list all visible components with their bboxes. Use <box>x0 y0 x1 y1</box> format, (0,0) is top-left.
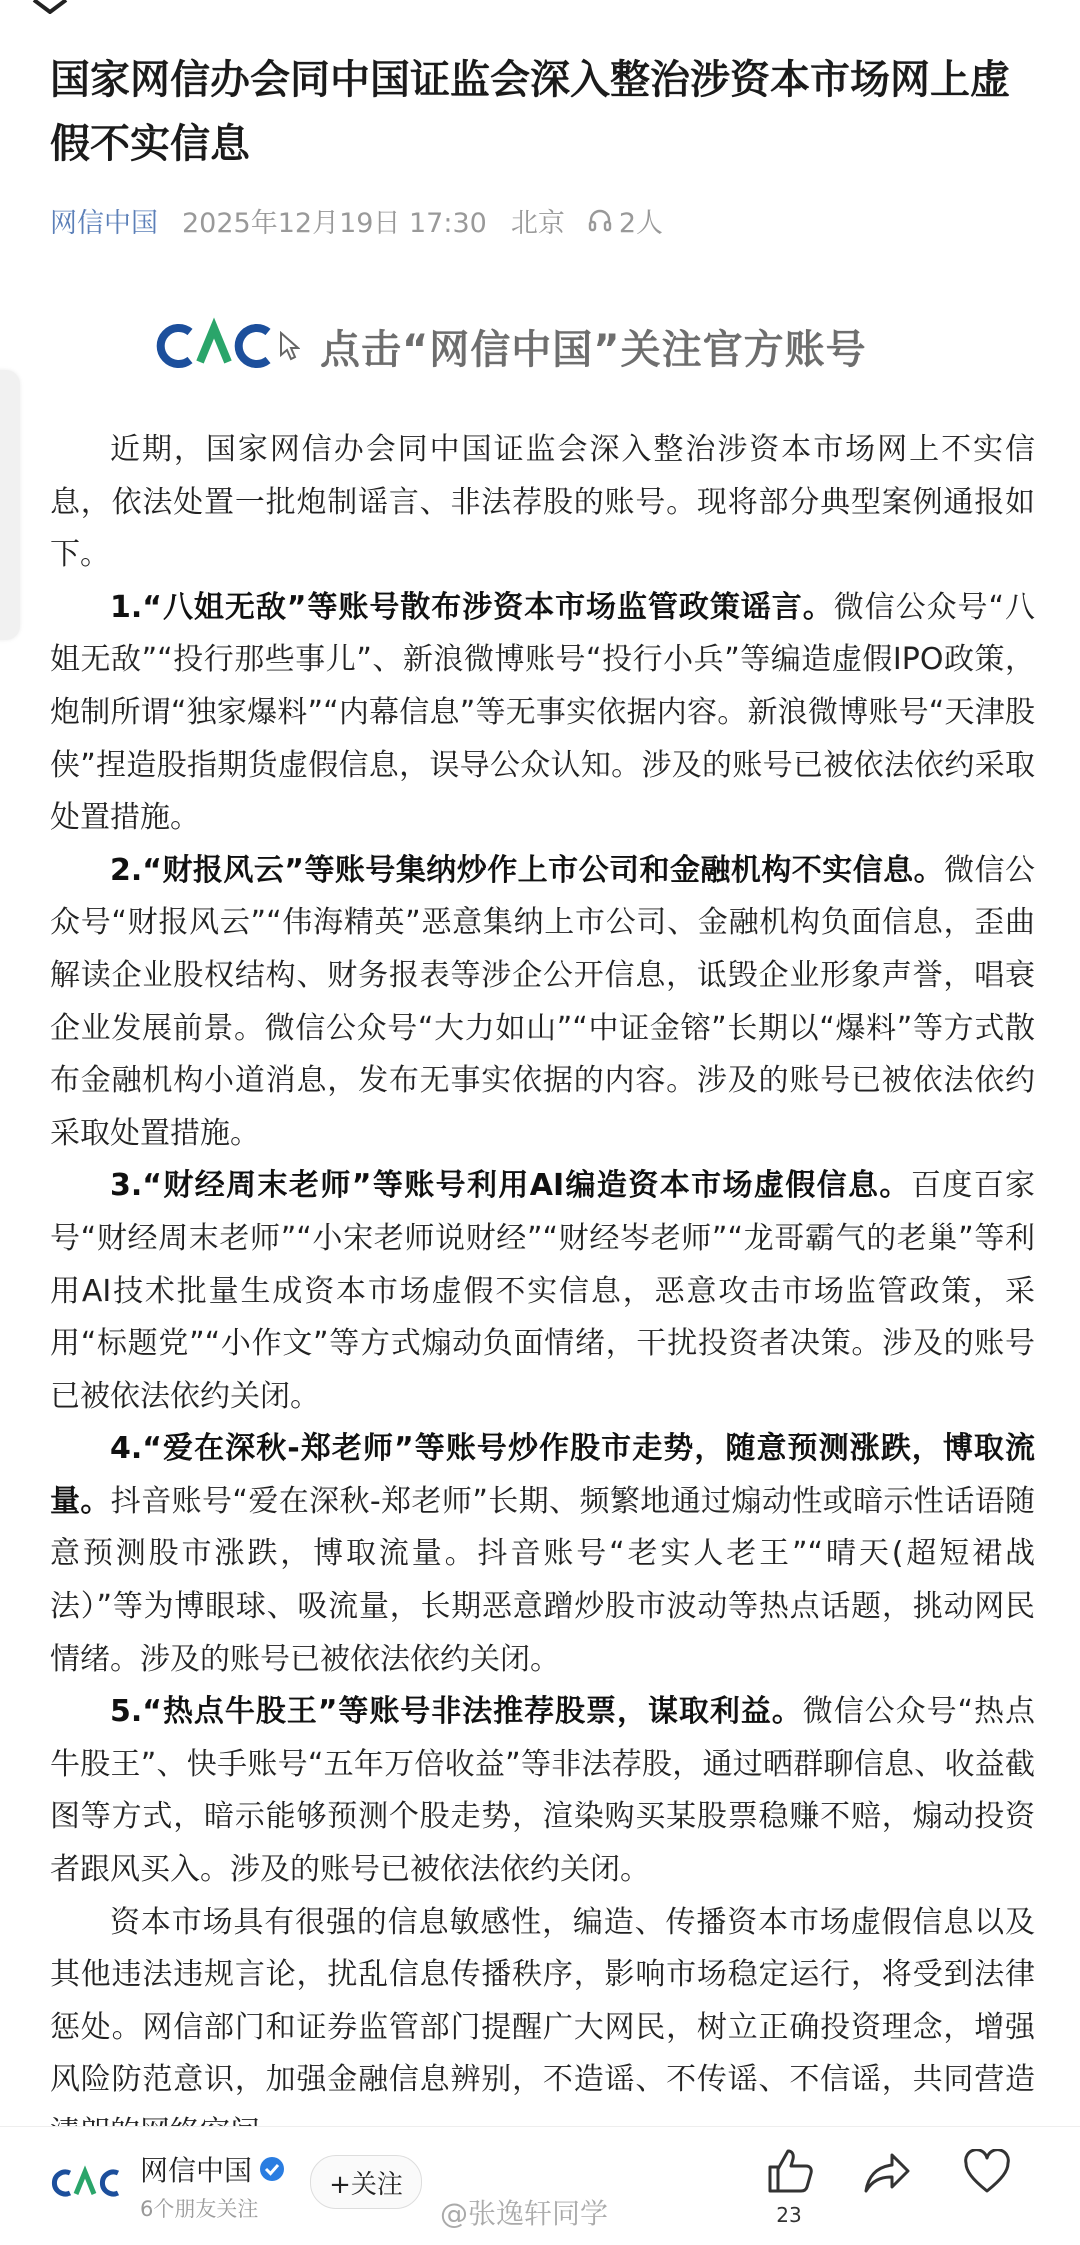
case-text: 微信公众号“八姐无敌”“投行那些事儿”、新浪微博账号“投行小兵”等编造虚假IPO政策，炮制所谓“独家爆料”“内幕信息”等无事实依据内容。新浪微博账号“天津股侠”捏造股指期货虚假信息，误导公众认知。涉及的账号已被依法依约采取处置措施。 <box>50 589 1035 836</box>
account-avatar-logo[interactable] <box>48 2163 124 2203</box>
weibo-watermark <box>440 2192 608 2232</box>
like-count: 23 <box>776 2203 802 2227</box>
side-drawer-handle[interactable] <box>0 370 20 640</box>
page-title: 国家网信办会同中国证监会深入整治涉资本市场网上虚假不实信息 <box>50 57 1010 167</box>
case-paragraph-5 <box>50 1686 1035 1896</box>
listen-count[interactable] <box>587 201 663 240</box>
account-name: 网信中国 <box>140 2154 253 2187</box>
case-text: 微信公众号“热点牛股王”、快手账号“五年万倍收益”等非法荐股，通过晒群聊信息、收益截图等方式，暗示能够预测个股走势，渲染购买某股票稳赚不赔，煽动投资者跟风买入。涉及的账号已被依法依约关闭。 <box>50 1694 1036 1888</box>
case-paragraph-2 <box>50 845 1035 1161</box>
case-paragraph-3 <box>50 1160 1035 1423</box>
share-icon[interactable] <box>862 2149 912 2197</box>
article-body <box>50 424 1035 2160</box>
source-link[interactable]: 网信中国 <box>50 207 158 239</box>
case-text: 微信公众号“财报风云”“伟海精英”恶意集纳上市公司、金融机构负面信息，歪曲解读企业股权结构、财务报表等涉企公开信息，诋毁企业形象声誉，唱衰企业发展前景。微信公众号“大力如山”“中证金镕”长期以“爆料”等方式散布金融机构小道消息，发布无事实依据的内容。涉及的账号已被依法依约采取处置措施。 <box>50 852 1035 1151</box>
thumbs-up-icon <box>764 2147 814 2195</box>
like-button[interactable] <box>762 2147 816 2227</box>
heart-icon[interactable] <box>962 2149 1012 2195</box>
verified-badge-icon <box>258 2155 286 2183</box>
case-heading: 2.“财报风云”等账号集纳炒作上市公司和金融机构不实信息。 <box>110 852 945 888</box>
case-text: 抖音账号“爱在深秋-郑老师”长期、频繁地通过煽动性或暗示性话语随意预测股市涨跌，博取流量。抖音账号“老实人老王”“晴天(超短裙战法）”等为博眼球、吸流量，长期恶意蹭炒股市波动等热点话题，挑动网民情绪。涉及的账号已被依法依约关闭。 <box>50 1483 1035 1677</box>
follow-button[interactable]: +关注 <box>310 2155 422 2209</box>
follow-prompt: 点击“网信中国”关注官方账号 <box>320 326 867 373</box>
case-paragraph-1 <box>50 582 1035 845</box>
case-heading: 4.“爱在深秋-郑老师”等账号炒作股市走势，随意预测涨跌，博取流量。 <box>50 1431 1035 1519</box>
headphones-icon <box>587 207 613 233</box>
publish-time: 2025年12月19日 17:30 <box>182 207 487 239</box>
case-heading: 3.“财经周末老师”等账号利用AI编造资本市场虚假信息。 <box>110 1168 911 1204</box>
case-paragraph-4 <box>50 1423 1035 1686</box>
case-text: 百度百家号“财经周末老师”“小宋老师说财经”“财经岑老师”“龙哥霸气的老巢”等利用AI技术批量生成资本市场虚假不实信息，恶意攻击市场监管政策，采用“标题党”“小作文”等方式煽动负面情绪，干扰投资者决策。涉及的账号已被依法依约关闭。 <box>50 1168 1035 1414</box>
follow-banner[interactable] <box>150 306 950 386</box>
case-heading: 5.“热点牛股王”等账号非法推荐股票，谋取利益。 <box>110 1694 803 1730</box>
article-meta <box>50 198 663 242</box>
cursor-icon <box>278 331 300 361</box>
back-chevron-icon[interactable] <box>30 0 70 14</box>
watermark-text: @张逸轩同学 <box>440 2197 609 2230</box>
conclusion-paragraph: 资本市场具有很强的信息敏感性，编造、传播资本市场虚假信息以及其他违法违规言论，扰乱信息传播秩序，影响市场稳定运行，将受到法律惩处。网信部门和证券监管部门提醒广大网民，树立正确投资理念，增强风险防范意识，加强金融信息辨别，不造谣、不传谣、不信谣，共同营造 <box>50 1904 1035 2098</box>
listen-count-label: 2人 <box>618 207 664 239</box>
account-name-row[interactable] <box>140 2149 286 2189</box>
intro-paragraph: 近期，国家网信办会同中国证监会深入整治涉资本市场网上不实信息，依法处置一批炮制谣言、非法荐股的账号。现将部分典型案例通报如下。 <box>50 432 1035 573</box>
publish-location: 北京 <box>510 207 565 239</box>
cac-logo <box>150 314 300 378</box>
case-heading: 1.“八姐无敌”等账号散布涉资本市场监管政策谣言。 <box>110 589 834 625</box>
cac-logo-icon <box>150 314 278 378</box>
friends-following: 6个朋友关注 <box>140 2197 259 2221</box>
